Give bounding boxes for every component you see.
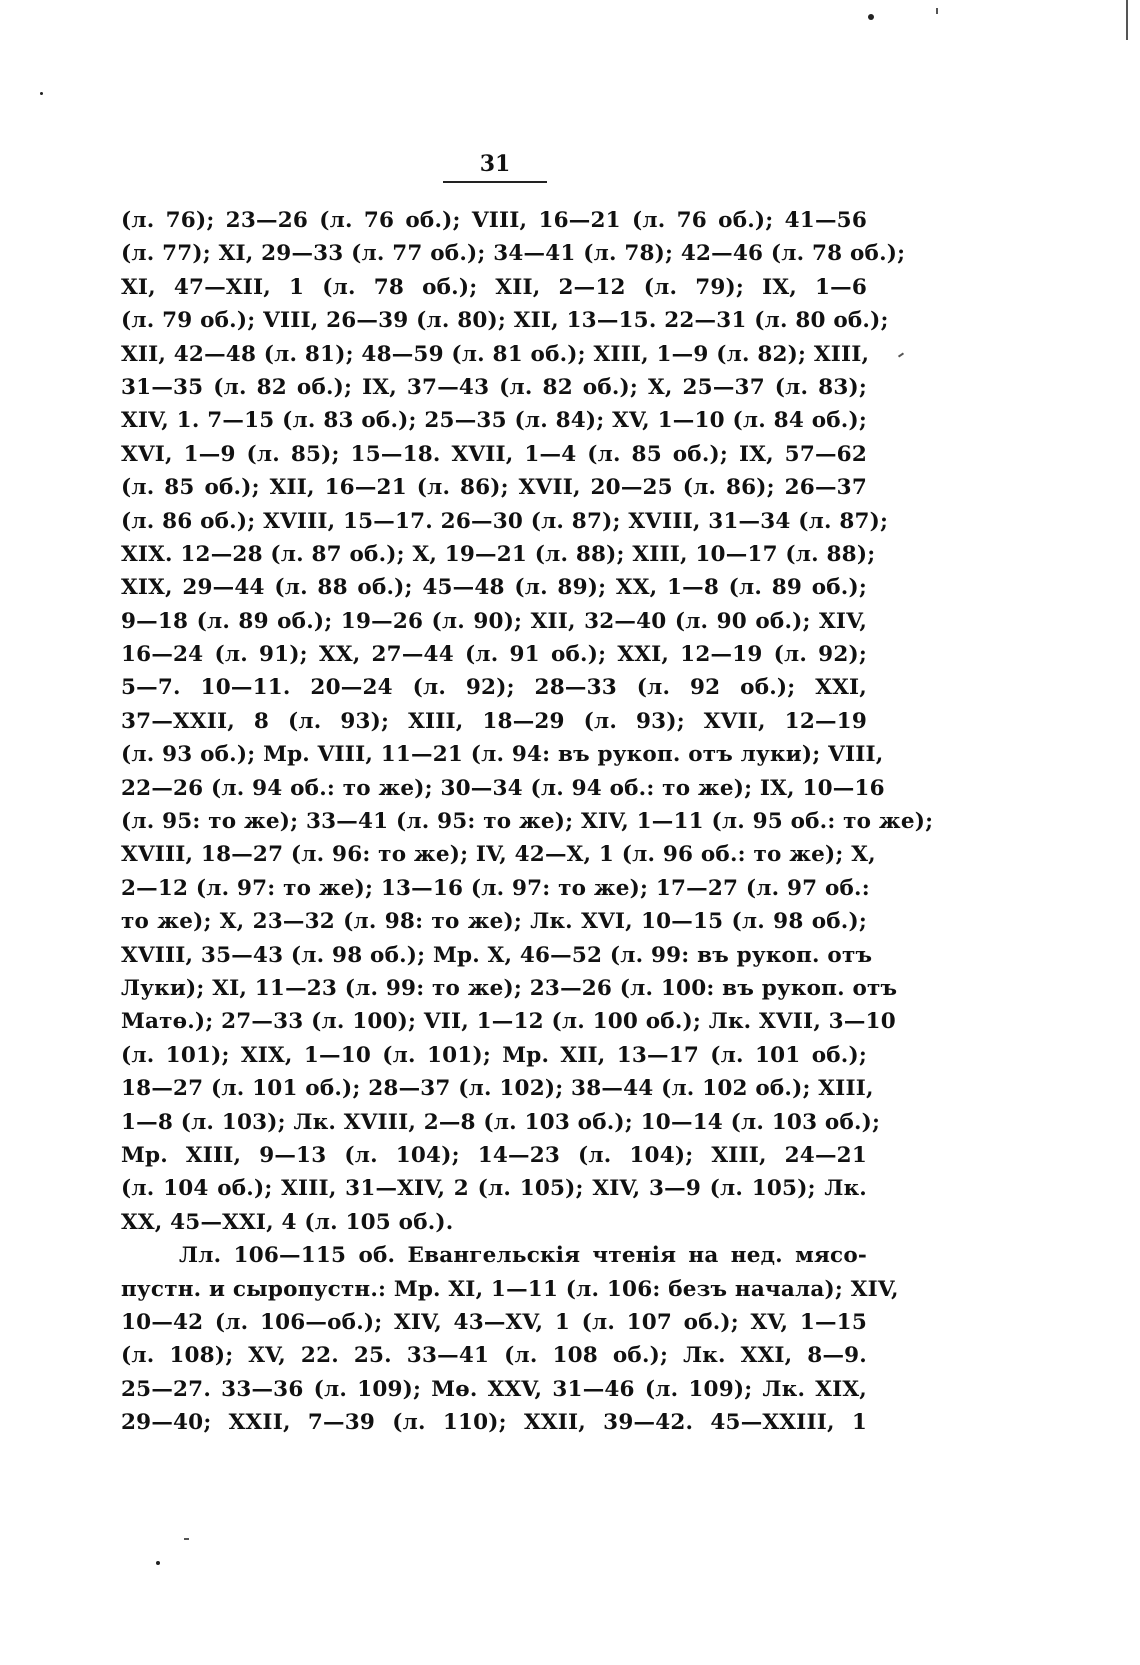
text-line: XIX, 29—44 (л. 88 об.); 45—48 (л. 89); XX, 1—8 (л. 89 об.); <box>121 575 867 601</box>
text-line: 31—35 (л. 82 об.); IX, 37—43 (л. 82 об.); X, 25—37 (л. 83); <box>121 374 867 400</box>
scan-mark <box>184 1538 189 1540</box>
text-line: (л. 104 об.); XIII, 31—XIV, 2 (л. 105); XIV, 3—9 (л. 105); Лк. <box>121 1176 867 1202</box>
text-line: (л. 108); XV, 22. 25. 33—41 (л. 108 об.); Лк. XXI, 8—9. <box>121 1343 867 1369</box>
text-line: XIV, 1. 7—15 (л. 83 об.); 25—35 (л. 84); XV, 1—10 (л. 84 об.); <box>121 408 867 434</box>
scan-speck <box>156 1561 160 1565</box>
text-line: Мр. XIII, 9—13 (л. 104); 14—23 (л. 104); XIII, 24—21 <box>121 1142 867 1168</box>
body-text <box>121 204 934 1439</box>
page-number-rule <box>443 181 547 183</box>
text-line: (л. 93 об.); Мр. VIII, 11—21 (л. 94: въ рукоп. отъ луки); VIII, <box>121 742 884 768</box>
scan-speck <box>868 14 874 20</box>
scan-mark <box>936 8 938 14</box>
text-line: 2—12 (л. 97: то же); 13—16 (л. 97: то же); 17—27 (л. 97 об.: <box>121 875 870 901</box>
text-line: Луки); XI, 11—23 (л. 99: то же); 23—26 (л. 100: въ рукоп. отъ <box>121 975 898 1001</box>
text-line: 18—27 (л. 101 об.); 28—37 (л. 102); 38—44 (л. 102 об.); XIII, <box>121 1076 874 1102</box>
text-line: XVIII, 18—27 (л. 96: то же); IV, 42—X, 1 (л. 96 об.: то же); X, <box>121 842 876 868</box>
text-line: 37—XXII, 8 (л. 93); XIII, 18—29 (л. 93); XVII, 12—19 <box>121 708 867 734</box>
text-line: 10—42 (л. 106—об.); XIV, 43—XV, 1 (л. 107 об.); XV, 1—15 <box>121 1309 867 1335</box>
text-line: (л. 86 об.); XVIII, 15—17. 26—30 (л. 87); XVIII, 31—34 (л. 87); <box>121 508 889 534</box>
scan-mark <box>1126 0 1128 40</box>
text-line: 9—18 (л. 89 об.); 19—26 (л. 90); XII, 32—40 (л. 90 об.); XIV, <box>121 608 867 634</box>
text-line: (л. 76); 23—26 (л. 76 об.); VIII, 16—21 (л. 76 об.); 41—56 <box>121 208 867 233</box>
paragraph-first-line: Лл. 106—115 об. Евангельскія чтенія на нед. мясо- <box>179 1243 867 1269</box>
text-line: XVIII, 35—43 (л. 98 об.); Мр. X, 46—52 (л. 99: въ рукоп. отъ <box>121 942 873 968</box>
text-line: 5—7. 10—11. 20—24 (л. 92); 28—33 (л. 92 об.); XXI, <box>121 675 867 701</box>
page-number: 31 <box>479 151 511 177</box>
text-line: XIX. 12—28 (л. 87 об.); X, 19—21 (л. 88); XIII, 10—17 (л. 88); <box>121 541 876 567</box>
text-line: XX, 45—XXI, 4 (л. 105 об.). <box>121 1209 454 1235</box>
text-line: XI, 47—XII, 1 (л. 78 об.); XII, 2—12 (л. 79); IX, 1—6 <box>121 274 867 300</box>
text-line: 25—27. 33—36 (л. 109); Мө. XXV, 31—46 (л. 109); Лк. XIX, <box>121 1376 867 1402</box>
text-line: 29—40; XXII, 7—39 (л. 110); XXII, 39—42. 45—XXIII, 1 <box>121 1410 867 1436</box>
text-line: (л. 85 об.); XII, 16—21 (л. 86); XVII, 20—25 (л. 86); 26—37 <box>121 475 867 501</box>
scan-speck <box>40 92 43 95</box>
text-line: (л. 101); XIX, 1—10 (л. 101); Мр. XII, 13—17 (л. 101 об.); <box>121 1042 867 1068</box>
text-line: (л. 79 об.); VIII, 26—39 (л. 80); XII, 13—15. 22—31 (л. 80 об.); <box>121 308 889 334</box>
text-line: (л. 77); XI, 29—33 (л. 77 об.); 34—41 (л. 78); 42—46 (л. 78 об.); <box>121 241 906 267</box>
text-line: Матө.); 27—33 (л. 100); VII, 1—12 (л. 100 об.); Лк. XVII, 3—10 <box>121 1009 896 1035</box>
text-line: 1—8 (л. 103); Лк. XVIII, 2—8 (л. 103 об.); 10—14 (л. 103 об.); <box>121 1109 881 1135</box>
text-line: XVI, 1—9 (л. 85); 15—18. XVII, 1—4 (л. 85 об.); IX, 57—62 <box>121 441 867 467</box>
text-line: (л. 95: то же); 33—41 (л. 95: то же); XIV, 1—11 (л. 95 об.: то же); <box>121 809 934 835</box>
text-line: то же); X, 23—32 (л. 98: то же); Лк. XVI, 10—15 (л. 98 об.); <box>121 909 867 935</box>
text-line: 22—26 (л. 94 об.: то же); 30—34 (л. 94 об.: то же); IX, 10—16 <box>121 775 885 801</box>
text-line: 16—24 (л. 91); XX, 27—44 (л. 91 об.); XXI, 12—19 (л. 92); <box>121 642 867 668</box>
scan-mark <box>898 352 904 357</box>
text-line: пустн. и сыропустн.: Мр. XI, 1—11 (л. 106: безъ начала); XIV, <box>121 1276 899 1302</box>
text-line: XII, 42—48 (л. 81); 48—59 (л. 81 об.); XIII, 1—9 (л. 82); XIII, <box>121 341 870 367</box>
